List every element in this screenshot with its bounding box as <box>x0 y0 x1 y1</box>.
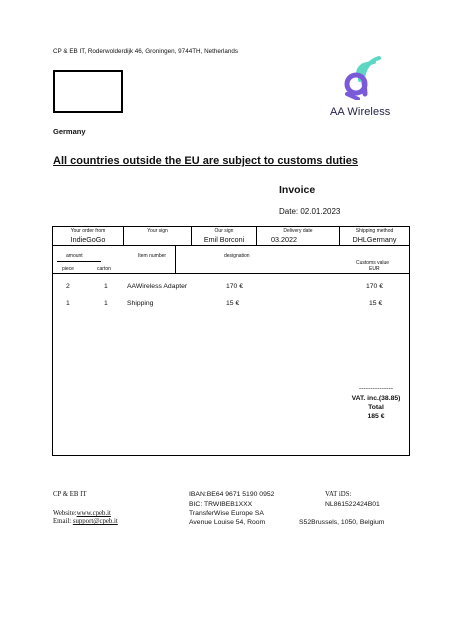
footer-iban: IBAN:BE64 9671 5190 0952 <box>189 491 275 498</box>
address-window-box <box>53 70 123 113</box>
invoice-date: Date: 02.01.2023 <box>279 207 341 216</box>
table-header-row <box>53 227 409 246</box>
logo-wordmark: AA Wireless <box>330 106 391 118</box>
row-piece: 1 <box>66 300 70 307</box>
website-label: Website: <box>53 510 77 517</box>
invoice-table <box>52 226 410 456</box>
row-carton: 1 <box>104 283 108 290</box>
row-item: Shipping <box>127 300 154 307</box>
header-cell-our-sign: Our sign Emil Borconi <box>191 227 256 246</box>
column-divider <box>175 246 176 273</box>
header-cell-order-from: Your order from IndieGoGo <box>70 228 106 244</box>
recipient-country: Germany <box>53 127 86 136</box>
footer-bank-name: TransferWise Europe SA <box>189 510 264 517</box>
row-price: 15 € <box>226 300 240 307</box>
subheader-customs-value: Customs value <box>356 260 390 266</box>
aa-wireless-logo-icon <box>338 52 382 100</box>
row-price: 170 € <box>226 283 244 290</box>
website-link[interactable]: www.cpeb.it <box>76 510 111 517</box>
footer-email <box>53 518 118 525</box>
sender-address: CP & EB IT, Roderwolderdijk 46, Groningen, 9744TH, Netherlands <box>53 48 239 55</box>
footer-vat-label: VAT iDS: <box>325 491 352 498</box>
company-logo <box>330 52 400 122</box>
header-cell-your-sign: Your sign <box>123 227 191 246</box>
email-label: Email: <box>53 518 73 525</box>
footer-bic: BIC: TRWIBEB1XXX <box>189 501 253 508</box>
footer-website <box>53 510 111 517</box>
subheader-item-number: Item number <box>138 253 167 259</box>
footer-company: CP & EB IT <box>53 491 87 498</box>
row-customs-value: 170 € <box>366 283 384 290</box>
subheader-designation: designation <box>224 253 250 259</box>
subheader-amount: amount <box>66 253 83 259</box>
footer-bank-city: S52Brussels, 1050, Belgium <box>299 519 385 526</box>
row-item: AAWireless Adapter <box>127 283 188 290</box>
header-cell-shipping-method: Shipping method DHLGermany <box>339 227 409 246</box>
total-label: Total <box>368 404 384 411</box>
footer-bank-address: Avenue Louise 54, Room <box>189 519 266 526</box>
vat-line: VAT. inc.(38.85) <box>351 395 401 402</box>
subheader-piece: piece <box>62 266 74 272</box>
totals-separator: --------------- <box>359 385 393 392</box>
row-carton: 1 <box>104 300 108 307</box>
invoice-title: Invoice <box>279 184 316 196</box>
subheader-divider <box>53 273 409 274</box>
footer-vat-id: NL861522424B01 <box>325 501 380 508</box>
amount-underline <box>57 261 101 262</box>
subheader-carton: carton <box>97 266 111 272</box>
subheader-currency: EUR <box>369 266 380 272</box>
email-link[interactable]: support@cpeb.it <box>72 518 118 525</box>
customs-notice: All countries outside the EU are subject to customs duties <box>53 155 359 167</box>
header-cell-delivery-date: Delivery date 03.2022 <box>256 227 339 246</box>
total-value: 185 € <box>367 413 385 420</box>
row-piece: 2 <box>66 283 70 290</box>
row-customs-value: 15 € <box>369 300 383 307</box>
